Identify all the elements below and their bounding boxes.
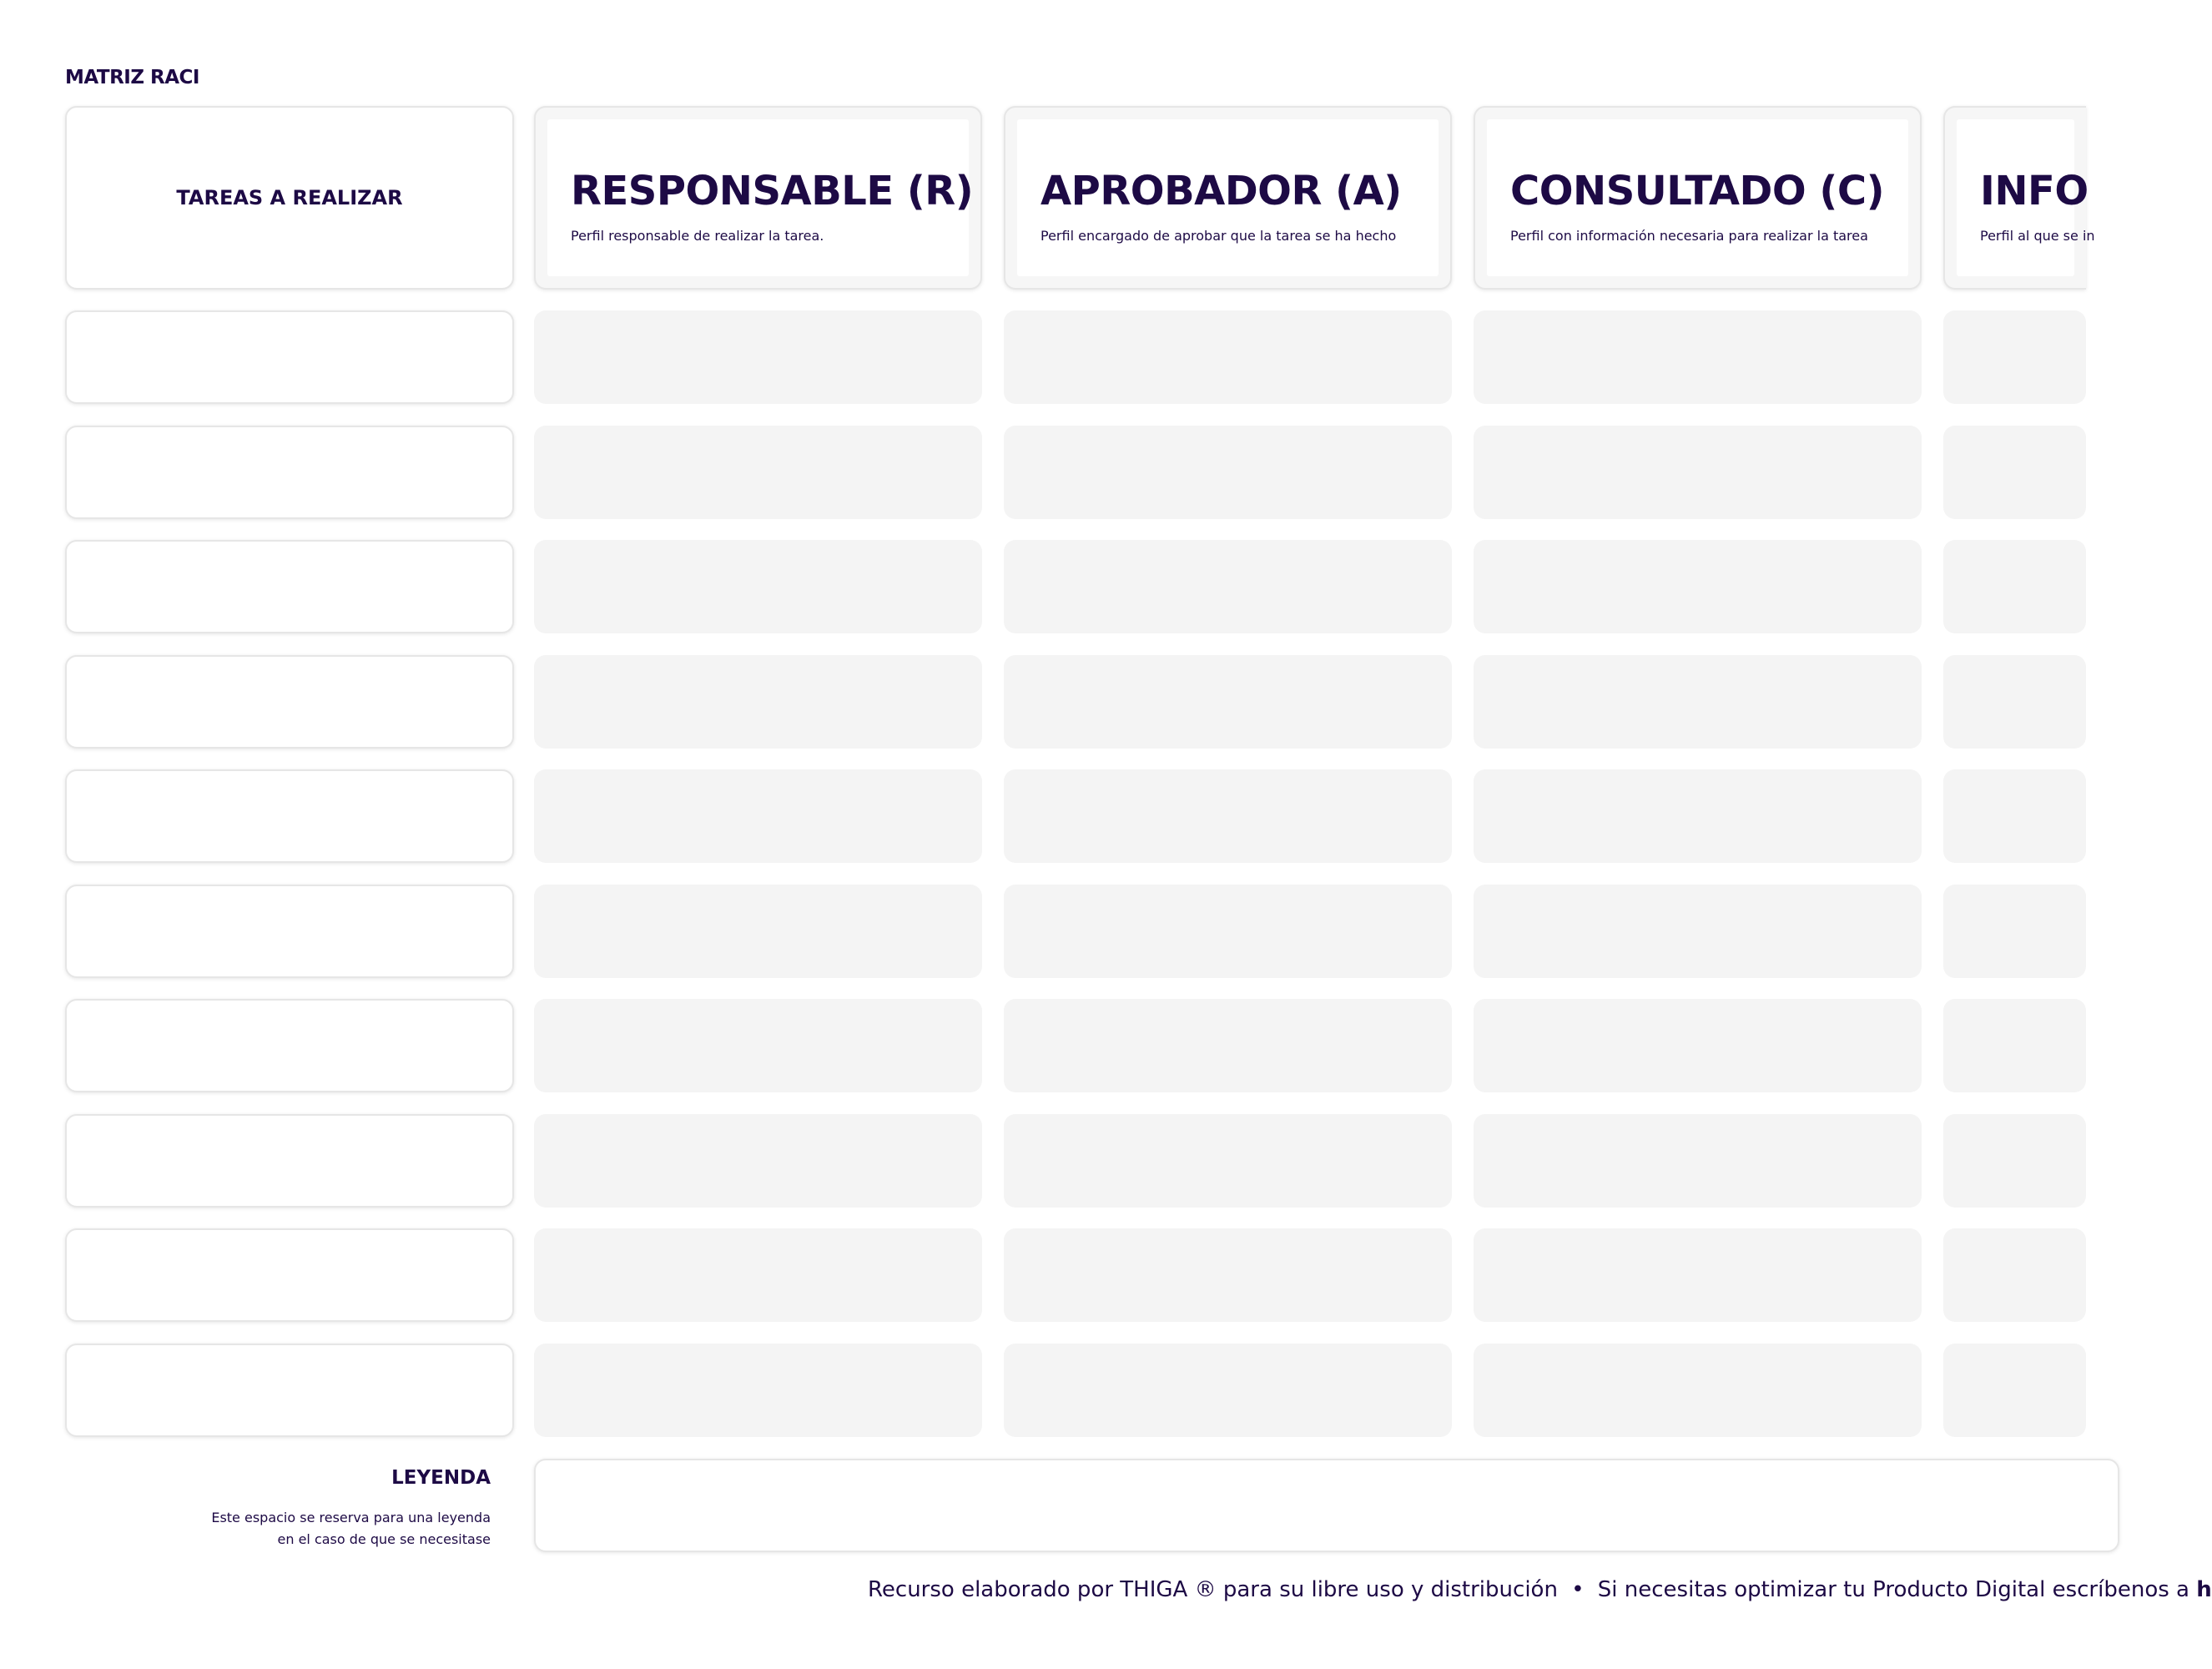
role-name: RESPONSABLE (R): [571, 168, 974, 214]
matrix-cell-r5-c3[interactable]: [1474, 769, 1922, 863]
matrix-cell-r8-c2[interactable]: [1004, 1114, 1452, 1208]
matrix-cell-r2-c3[interactable]: [1474, 426, 1922, 519]
matrix-cell-r10-c2[interactable]: [1004, 1344, 1452, 1437]
legend-description: [174, 1507, 491, 1551]
matrix-cell-r4-c1[interactable]: [534, 655, 982, 749]
page-title: MATRIZ RACI: [65, 67, 199, 88]
matrix-cell-r10-c1[interactable]: [534, 1344, 982, 1437]
matrix-cell-r9-c2[interactable]: [1004, 1228, 1452, 1322]
matrix-cell-r8-c1[interactable]: [534, 1114, 982, 1208]
footer-text-cta: Si necesitas optimizar tu Producto Digital escríbenos a: [1597, 1577, 2189, 1602]
matrix-cell-r7-c1[interactable]: [534, 999, 982, 1092]
matrix-cell-r10-c3[interactable]: [1474, 1344, 1922, 1437]
matrix-cell-r6-c3[interactable]: [1474, 885, 1922, 978]
matrix-cell-r4-c2[interactable]: [1004, 655, 1452, 749]
task-input-row-5[interactable]: [65, 769, 514, 863]
matrix-cell-r7-c2[interactable]: [1004, 999, 1452, 1092]
matrix-cell-r2-c2[interactable]: [1004, 426, 1452, 519]
task-input-row-9[interactable]: [65, 1228, 514, 1322]
task-input-row-7[interactable]: [65, 999, 514, 1092]
footer-text-main: Recurso elaborado por THIGA ® para su libre uso y distribución: [868, 1577, 1558, 1602]
role-header-1: [534, 106, 982, 290]
matrix-cell-r6-c4[interactable]: [1943, 885, 2086, 978]
matrix-cell-r3-c4[interactable]: [1943, 540, 2086, 633]
role-header-4: [1943, 106, 2095, 290]
role-name: INFO: [1980, 168, 2089, 214]
matrix-cell-r5-c4[interactable]: [1943, 769, 2086, 863]
matrix-cell-r9-c1[interactable]: [534, 1228, 982, 1322]
matrix-cell-r9-c3[interactable]: [1474, 1228, 1922, 1322]
task-input-row-4[interactable]: [65, 655, 514, 749]
task-input-row-10[interactable]: [65, 1344, 514, 1437]
matrix-cell-r5-c2[interactable]: [1004, 769, 1452, 863]
role-header-panel: [1957, 119, 2095, 276]
matrix-cell-r10-c4[interactable]: [1943, 1344, 2086, 1437]
footer-email-link[interactable]: h: [2196, 1577, 2212, 1602]
legend-description-line-1: Este espacio se reserva para una leyenda: [211, 1510, 491, 1525]
matrix-cell-r2-c4[interactable]: [1943, 426, 2086, 519]
matrix-cell-r3-c3[interactable]: [1474, 540, 1922, 633]
matrix-cell-r2-c1[interactable]: [534, 426, 982, 519]
role-header-3: [1474, 106, 1922, 290]
tasks-header-label: TAREAS A REALIZAR: [176, 186, 403, 209]
footer: [868, 1577, 2212, 1602]
matrix-cell-r6-c1[interactable]: [534, 885, 982, 978]
task-input-row-8[interactable]: [65, 1114, 514, 1208]
matrix-cell-r6-c2[interactable]: [1004, 885, 1452, 978]
matrix-cell-r5-c1[interactable]: [534, 769, 982, 863]
matrix-cell-r3-c1[interactable]: [534, 540, 982, 633]
matrix-cell-r1-c1[interactable]: [534, 310, 982, 404]
legend-description-line-2: en el caso de que se necesitase: [277, 1531, 491, 1547]
role-name: APROBADOR (A): [1040, 168, 1402, 214]
legend-title: LEYENDA: [391, 1467, 491, 1489]
matrix-cell-r9-c4[interactable]: [1943, 1228, 2086, 1322]
matrix-cell-r3-c2[interactable]: [1004, 540, 1452, 633]
matrix-cell-r1-c4[interactable]: [1943, 310, 2086, 404]
footer-separator: •: [1571, 1577, 1585, 1602]
task-input-row-1[interactable]: [65, 310, 514, 404]
matrix-cell-r4-c4[interactable]: [1943, 655, 2086, 749]
task-input-row-6[interactable]: [65, 885, 514, 978]
role-description: Perfil al que se in: [1980, 228, 2095, 244]
matrix-cell-r1-c2[interactable]: [1004, 310, 1452, 404]
role-header-2: [1004, 106, 1452, 290]
role-header-panel: [1017, 119, 1439, 276]
role-name: CONSULTADO (C): [1510, 168, 1885, 214]
matrix-cell-r8-c3[interactable]: [1474, 1114, 1922, 1208]
matrix-cell-r7-c4[interactable]: [1943, 999, 2086, 1092]
tasks-header-card: [65, 106, 514, 290]
role-header-panel: [547, 119, 974, 276]
task-input-row-3[interactable]: [65, 540, 514, 633]
matrix-cell-r1-c3[interactable]: [1474, 310, 1922, 404]
role-description: Perfil responsable de realizar la tarea.: [571, 228, 824, 244]
role-description: Perfil encargado de aprobar que la tarea se ha hecho: [1040, 228, 1397, 244]
task-input-row-2[interactable]: [65, 426, 514, 519]
matrix-cell-r7-c3[interactable]: [1474, 999, 1922, 1092]
role-description: Perfil con información necesaria para realizar la tarea: [1510, 228, 1868, 244]
matrix-cell-r4-c3[interactable]: [1474, 655, 1922, 749]
matrix-cell-r8-c4[interactable]: [1943, 1114, 2086, 1208]
legend-input-box[interactable]: [534, 1459, 2119, 1552]
role-header-panel: [1487, 119, 1908, 276]
